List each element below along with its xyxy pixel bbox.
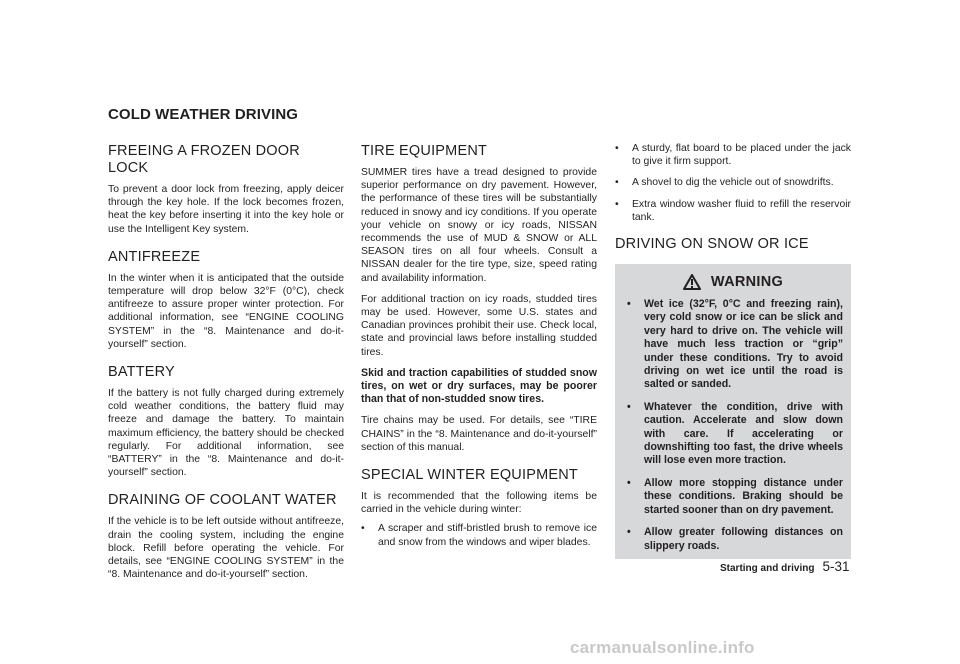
column-1 [108,143,344,581]
warning-label: WARNING [710,274,784,291]
bullet-icon: • [627,526,631,539]
section-heading-antifreeze: ANTIFREEZE [108,248,201,265]
warning-item-text: Whatever the condition, drive with caution. Accelerate and slow down with care. If accelerating or downshifting too fast, the drive wheels will lose even more traction. [644,400,843,467]
section-heading-tire-equipment: TIRE EQUIPMENT [361,143,488,159]
section-heading-door-lock: FREEING A FROZEN DOOR LOCK [108,143,300,176]
section-heading-battery: BATTERY [108,364,175,381]
bullet-icon: • [627,298,631,311]
section-body-battery: If the battery is not fully charged during extremely cold weather conditions, the battery fluid may freeze and damage the battery. To maintain maximum efficiency, the battery should be checked regularly. For additional information, see “BATTERY” in the “8. Maintenance and do-it-yourself” section. [108,388,344,479]
warning-item [627,526,843,553]
page-number: 5-31 [822,559,850,574]
section-body-antifreeze: In the winter when it is anticipated that the outside temperature will drop below 32°F (0°C), check antifreeze to assure proper winter protection. For additional information, see “ENGINE COOLING SYSTEM” in the “8. Maintenance and do-it-yourself” section. [108,272,344,350]
section-body-coolant: If the vehicle is to be left outside without antifreeze, drain the cooling system, including the engine block. Refill before operating the vehicle. For details, see “ENGINE COOLING SYSTEM” in the “8. Maintenance and do-it-yourself” section. [108,516,344,581]
footer-section-name: Starting and driving [720,563,815,574]
list-item-text: Extra window washer fluid to refill the reservoir tank. [632,198,851,223]
warning-item-text: Wet ice (32°F, 0°C and freezing rain), very cold snow or ice can be slick and very hard to drive on. The vehicle will have much less traction or “grip” under these conditions. Try to avoid driving on wet ice until the road is salted or sanded. [644,298,843,391]
page-title: COLD WEATHER DRIVING [108,106,299,123]
bullet-icon: • [615,198,619,210]
list-item [615,176,851,189]
section-heading-winter-equipment: SPECIAL WINTER EQUIPMENT [361,467,578,484]
section-heading-coolant: DRAINING OF COOLANT WATER [108,492,337,509]
warning-triangle-icon [683,274,701,290]
page-footer [720,559,849,574]
warning-item [627,401,843,468]
watermark: carmanualsonline.info [570,638,755,657]
list-item [361,522,597,548]
list-item-text: A scraper and stiff-bristled brush to remove ice and snow from the windows and wiper blades. [378,523,597,548]
bullet-icon: • [627,476,631,489]
warning-item-text: Allow more stopping distance under these conditions. Braking should be started sooner than on dry pavement. [644,476,843,516]
warning-item-text: Allow greater following distances on slippery roads. [644,526,843,552]
warning-item [627,298,843,392]
bullet-icon: • [615,143,619,154]
winter-equipment-intro: It is recommended that the following items be carried in the vehicle during winter: [361,491,597,516]
bullet-icon: • [615,177,619,189]
winter-equipment-list [361,522,597,548]
bullet-icon: • [361,523,365,535]
list-item-text: A shovel to dig the vehicle out of snowdrifts. [632,177,834,189]
list-item [615,198,851,224]
tire-paragraph-4: Tire chains may be used. For details, see “TIRE CHAINS” in the “8. Maintenance and do-it-yourself” section of this manual. [361,415,597,453]
tire-paragraph-2: For additional traction on icy roads, studded tires may be used. However, some U.S. states and Canadian provinces prohibit their use. Check local, state and provincial laws before installing studded tires. [361,293,597,358]
column-2 [361,143,597,557]
tire-paragraph-1: SUMMER tires have a tread designed to provide superior performance on dry pavement. However, the performance of these tires will be substantially reduced in snowy and icy conditions. If you operate your vehicle on snowy or icy roads, NISSAN recommends the use of MUD & SNOW or ALL SEASON tires on all four wheels. Consult a NISSAN dealer for the tire type, size, speed rating and availability information. [361,167,597,284]
column-3 [615,142,851,559]
warning-list [615,298,851,553]
list-item-text: A sturdy, flat board to be placed under the jack to give it firm support. [632,143,851,168]
warning-item [627,477,843,517]
warning-header [615,272,851,292]
section-heading-snow-ice: DRIVING ON SNOW OR ICE [615,236,809,253]
list-item [615,142,851,168]
section-body-door-lock: To prevent a door lock from freezing, apply deicer through the key hole. If the lock becomes frozen, heat the key before inserting it into the key hole or use the Intelligent Key system. [108,184,344,235]
winter-equipment-list-continued [615,142,851,224]
bullet-icon: • [627,400,631,413]
tire-paragraph-3: Skid and traction capabilities of studded snow tires, on wet or dry surfaces, may be poorer than that of non-studded snow tires. [361,366,597,406]
warning-box [615,264,851,559]
